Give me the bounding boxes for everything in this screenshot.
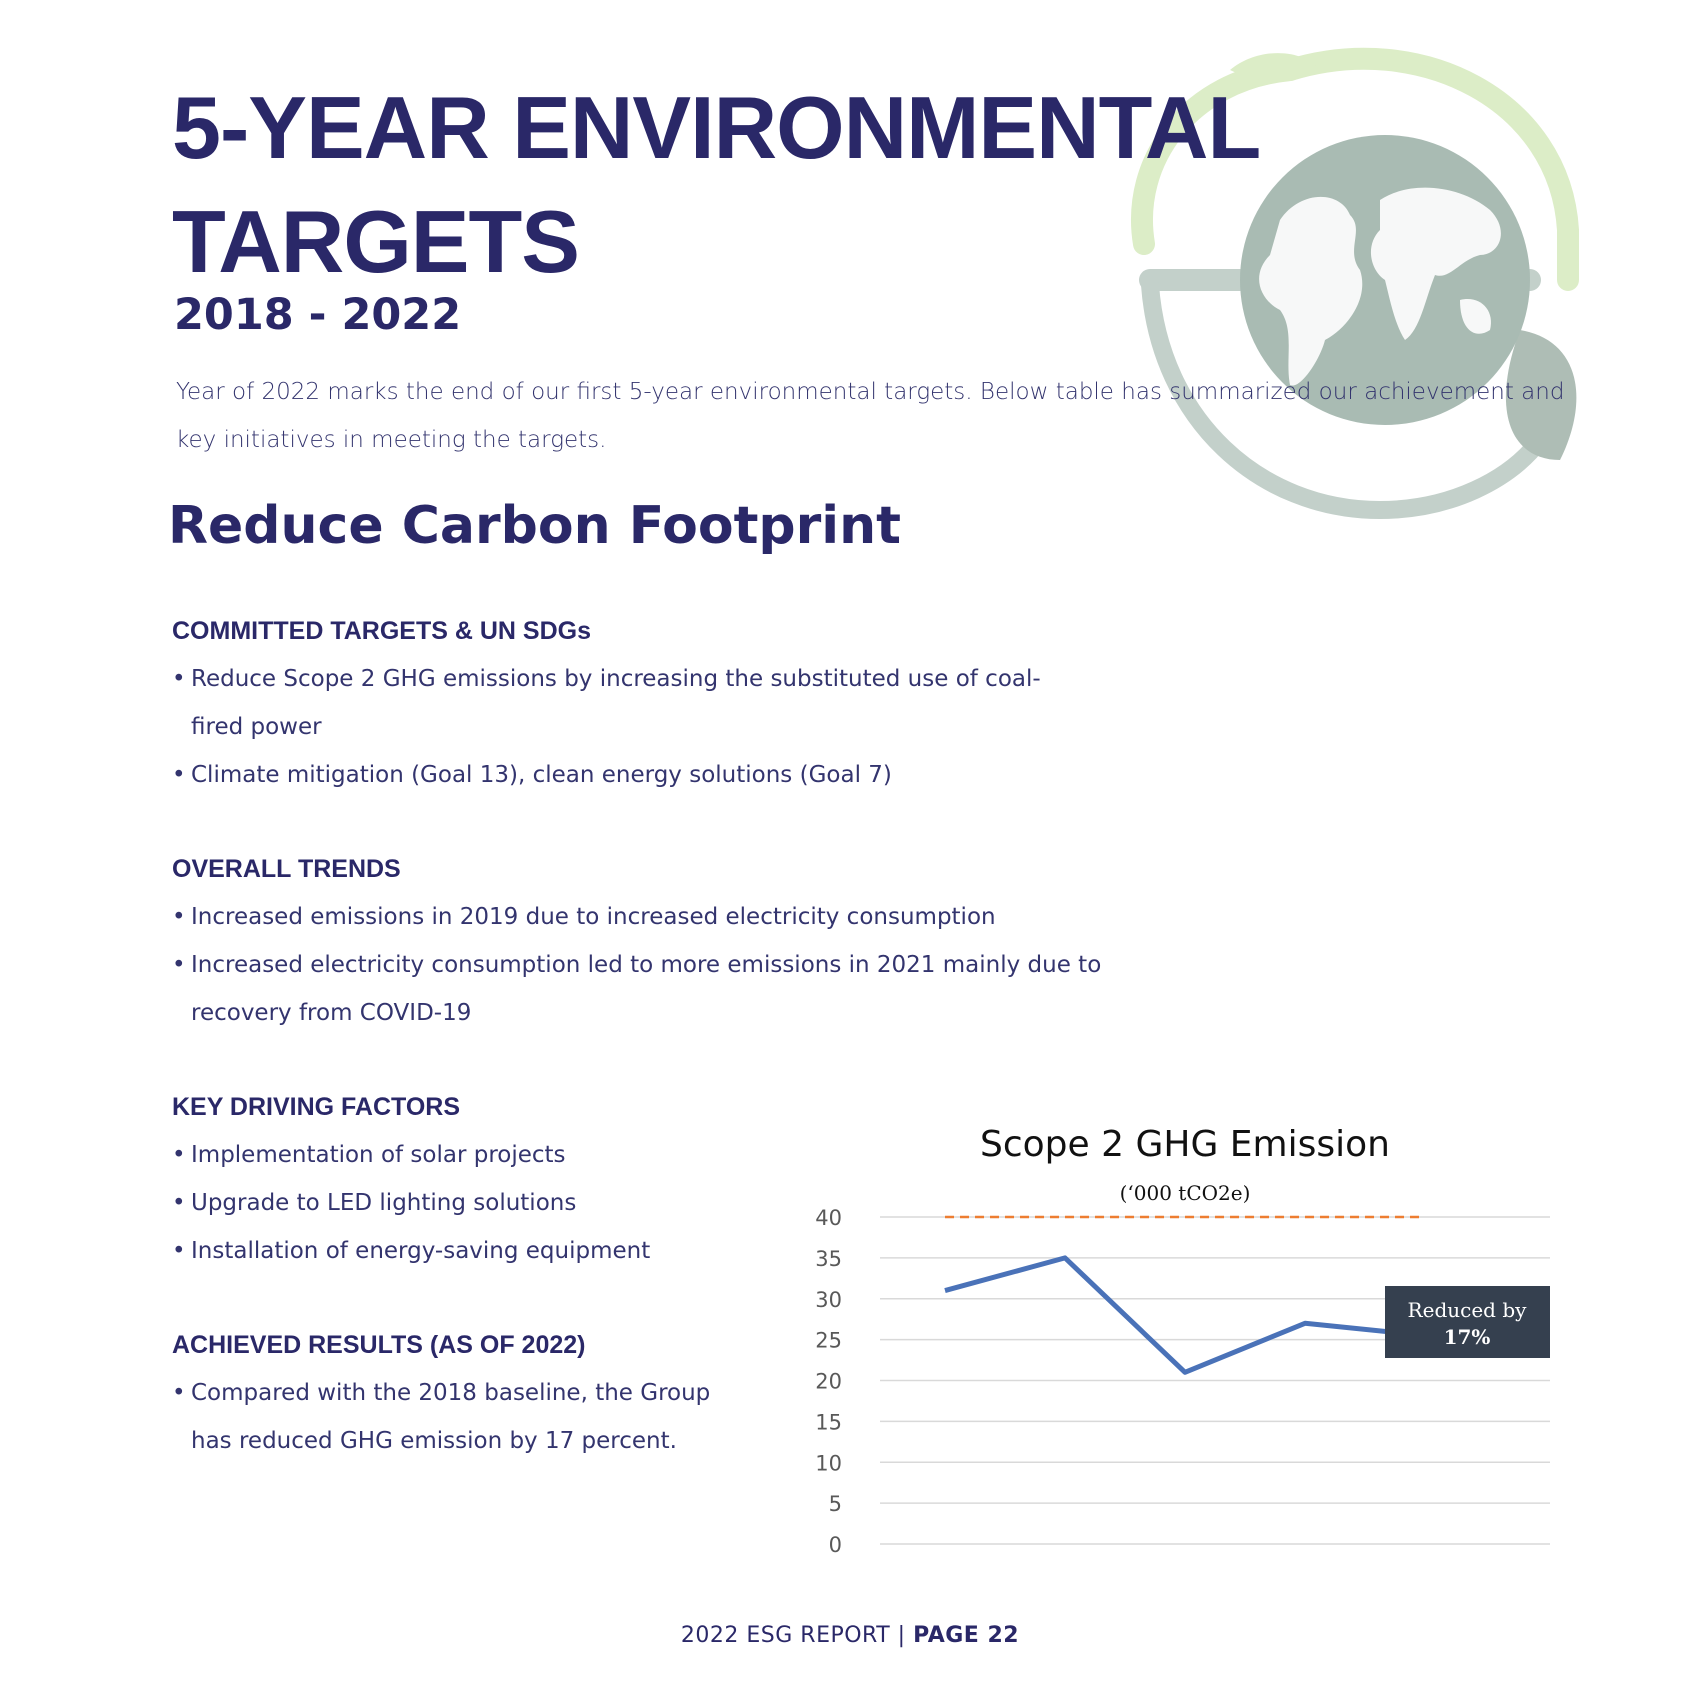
footer-page-number: PAGE 22 bbox=[913, 1623, 1020, 1648]
achieved-results-list bbox=[172, 1369, 752, 1465]
emission-series-line bbox=[945, 1258, 1425, 1372]
list-item: • Installation of energy-saving equipment bbox=[172, 1227, 872, 1275]
list-item: • Increased electricity consumption led to more emissions in 2021 mainly due to recovery from COVID-19 bbox=[172, 941, 1172, 1037]
y-tick-label: 5 bbox=[828, 1492, 842, 1517]
y-tick-label: 40 bbox=[815, 1206, 842, 1230]
chart-series bbox=[945, 1217, 1425, 1372]
key-driving-factors-heading: KEY DRIVING FACTORS bbox=[172, 1093, 461, 1121]
y-tick-label: 15 bbox=[815, 1410, 842, 1435]
y-tick-label: 20 bbox=[815, 1369, 842, 1394]
chart-title: Scope 2 GHG Emission bbox=[980, 1124, 1390, 1165]
y-tick-label: 30 bbox=[815, 1287, 842, 1312]
list-item: • Compared with the 2018 baseline, the Group has reduced GHG emission by 17 percent. bbox=[172, 1369, 752, 1465]
list-item: • Upgrade to LED lighting solutions bbox=[172, 1179, 872, 1227]
section-title: Reduce Carbon Footprint bbox=[168, 496, 902, 556]
year-range: 2018 - 2022 bbox=[174, 290, 462, 340]
achieved-results-heading: ACHIEVED RESULTS (AS OF 2022) bbox=[172, 1331, 586, 1359]
list-item: • Climate mitigation (Goal 13), clean energy solutions (Goal 7) bbox=[172, 751, 1072, 799]
callout-line-2: 17% bbox=[1443, 1325, 1491, 1349]
y-tick-label: 25 bbox=[815, 1328, 842, 1353]
list-item: • Implementation of solar projects bbox=[172, 1131, 872, 1179]
list-item: • Reduce Scope 2 GHG emissions by increasing the substituted use of coal-fired power bbox=[172, 655, 1072, 751]
overall-trends-heading: OVERALL TRENDS bbox=[172, 855, 401, 883]
key-driving-factors-list bbox=[172, 1131, 872, 1275]
footer-report-label: 2022 ESG REPORT bbox=[680, 1623, 891, 1648]
reduction-callout bbox=[1385, 1286, 1550, 1358]
chart-subtitle: (‘000 tCO2e) bbox=[1119, 1181, 1251, 1205]
overall-trends-list bbox=[172, 893, 1172, 1037]
y-axis-ticks bbox=[815, 1206, 842, 1557]
intro-paragraph: Year of 2022 marks the end of our first 5-year environmental targets. Below table has summarized our achievement and key initiatives in meeting the targets. bbox=[176, 379, 1565, 453]
page-title-line-2: TARGETS bbox=[172, 192, 579, 291]
page-footer bbox=[0, 1623, 1700, 1648]
list-item: • Increased emissions in 2019 due to increased electricity consumption bbox=[172, 893, 1172, 941]
callout-line-1: Reduced by bbox=[1407, 1298, 1527, 1322]
footer-separator: | bbox=[897, 1623, 906, 1648]
scope2-emission-chart bbox=[800, 1120, 1560, 1580]
committed-targets-heading: COMMITTED TARGETS & UN SDGs bbox=[172, 617, 591, 645]
committed-targets-list bbox=[172, 655, 1072, 799]
page-title-line-1: 5-YEAR ENVIRONMENTAL bbox=[172, 78, 1261, 177]
y-tick-label: 10 bbox=[815, 1451, 842, 1476]
chart-grid bbox=[880, 1217, 1550, 1544]
y-tick-label: 0 bbox=[828, 1533, 842, 1557]
y-tick-label: 35 bbox=[815, 1246, 842, 1271]
